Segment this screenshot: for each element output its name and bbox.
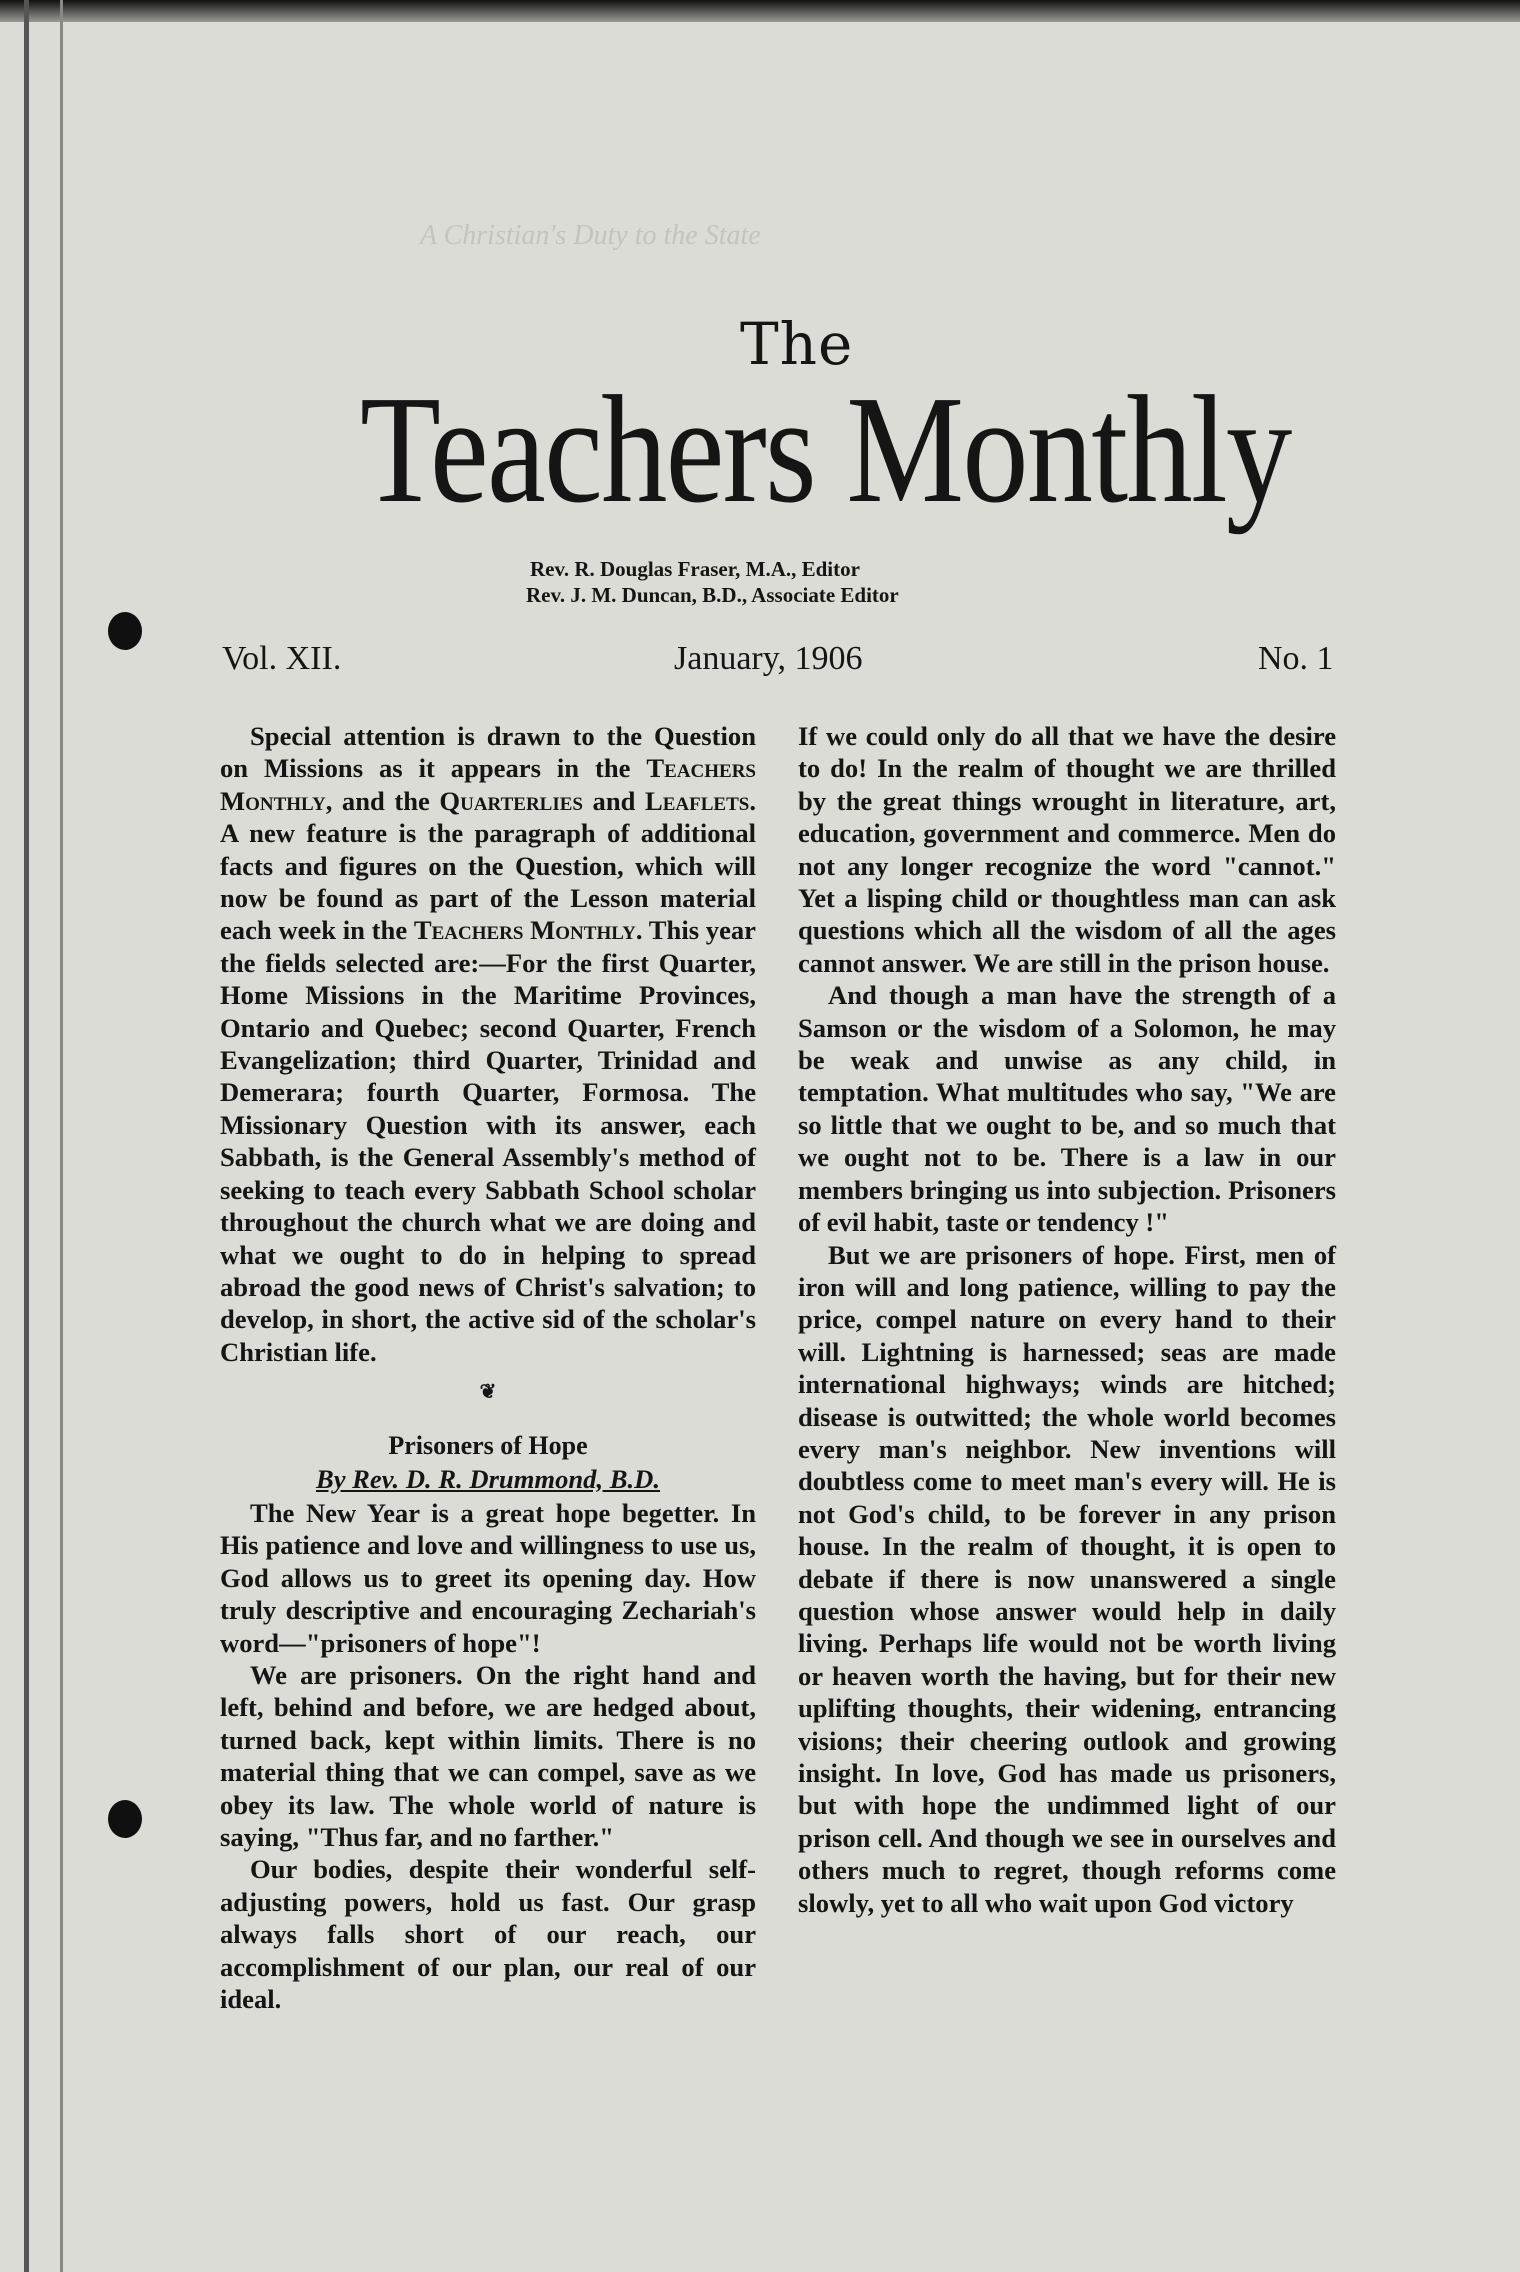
section-title: Prisoners of Hope xyxy=(388,1431,588,1461)
volume: Vol. XII. xyxy=(222,640,342,677)
paragraph: And though a man have the strength of a Samson or the wisdom of a Solomon, he may be weak and unwise as any child, in temptation. What multitudes who say, "We are so little that we ought to be, and so much that we ought not to be. There is a law in our members bringing us into subjection. Prisoners of evil habit, taste or tendency !" xyxy=(798,980,1336,1238)
paragraph: We are prisoners. On the right hand and left, behind and before, we are hedged about, turned back, kept within limits. There is no material thing that we can compel, save as we obey its law. The whole world of nature is saying, "Thus far, and no farther." xyxy=(220,1659,756,1852)
editor-line: Rev. R. Douglas Fraser, M.A., Editor xyxy=(530,557,860,581)
section-ornament: ❦ xyxy=(479,1381,497,1404)
issue-line xyxy=(222,640,1342,686)
show-through-text: A Christian's Duty to the State xyxy=(420,220,761,251)
masthead-title: Teachers Monthly xyxy=(360,365,1291,535)
right-column xyxy=(798,720,1336,1919)
associate-editor-line: Rev. J. M. Duncan, B.D., Associate Editor xyxy=(526,583,899,607)
scan-top-shadow xyxy=(0,0,1520,22)
punch-hole-top xyxy=(108,612,142,650)
editors-block xyxy=(526,556,1090,608)
paragraph: But we are prisoners of hope. First, men of iron will and long patience, willing to pay the price, compel nature on every hand to their will. Lightning is harnessed; seas are made international highways; winds are hitched; disease is outwitted; the whole world becomes every man's neighbor. New inventions will doubtless come to meet man's every will. He is not God's child, to be forever in any prison house. In the realm of thought, it is open to debate if there is now unanswered a single question whose answer would help in daily living. Perhaps life would not be worth living or heaven worth the having, but for their new uplifting thoughts, their widening, entrancing visions; their cheering outlook and growing insight. In love, God has made us prisoners, but with hope the undimmed light of our prison cell. And though we see in ourselves and others much to regret, though reforms come slowly, yet to all who wait upon God victory xyxy=(798,1239,1336,1918)
paragraph: Our bodies, despite their wonderful self-adjusting powers, hold us fast. Our grasp always falls short of our reach, our accomplishment of our plan, our real of our ideal. xyxy=(220,1854,756,2015)
left-column xyxy=(220,720,756,2015)
byline: By Rev. D. R. Drummond, B.D. xyxy=(315,1463,661,1494)
binding-line-secondary xyxy=(60,0,63,2272)
paragraph: The New Year is a great hope begetter. In His patience and love and willingness to use us, God allows us to greet its opening day. How truly descriptive and encouraging Zechariah's word—"prisoners of hope"! xyxy=(220,1497,756,1658)
masthead-the: The xyxy=(740,310,854,378)
paragraph: If we could only do all that we have the desire to do! In the realm of thought we are thrilled by the great things wrought in literature, art, education, government and commerce. Men do not any longer recognize the word "cannot." Yet a lisping child or thoughtless man can ask questions which all the wisdom of all the ages cannot answer. We are still in the prison house. xyxy=(798,721,1336,978)
issue-number: No. 1 xyxy=(1258,640,1334,677)
binding-line xyxy=(24,0,29,2272)
punch-hole-bottom xyxy=(108,1800,142,1838)
missions-notice: Special attention is drawn to the Question on Missions as it appears in the Teachers Monthly, and the Quarterlies and Leaflets. A new feature is the paragraph of additional facts and figures on the Question, which will now be found as part of the Lesson material each week in the Teachers Monthly. This year the fields selected are:—For the first Quarter, Home Missions in the Maritime Provinces, Ontario and Quebec; second Quarter, French Evangelization; third Quarter, Trinidad and Demerara; fourth Quarter, Formosa. The Missionary Question with its answer, each Sabbath, is the General Assembly's method of seeking to teach every Sabbath School scholar throughout the church what we are doing and what we ought to do in helping to spread abroad the good news of Christ's salvation; to develop, in short, the active sid of the scholar's Christian life. xyxy=(220,721,756,1367)
issue-date: January, 1906 xyxy=(674,640,863,677)
